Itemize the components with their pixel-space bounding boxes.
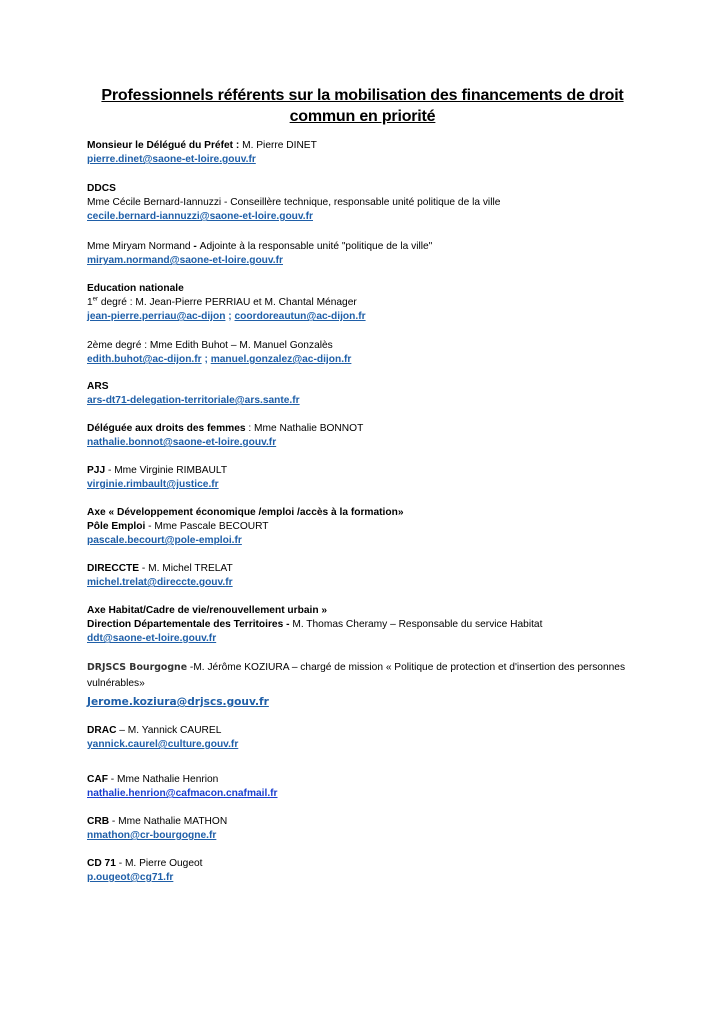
ddcs-contact-2-dash: - bbox=[190, 241, 200, 252]
degree-2-email-1-link[interactable]: edith.buhot@ac-dijon.fr bbox=[87, 354, 202, 365]
ars-block bbox=[87, 380, 300, 408]
drjscs-text-2: vulnérables» bbox=[87, 678, 145, 689]
prefet-block bbox=[87, 139, 317, 167]
crb-label: CRB bbox=[87, 816, 110, 827]
droits-femmes-name: : Mme Nathalie BONNOT bbox=[245, 423, 364, 434]
axe-habitat-block bbox=[87, 604, 542, 646]
pjj-label: PJJ bbox=[87, 465, 106, 476]
degree-1-number: 1 bbox=[87, 297, 93, 308]
droits-femmes-block bbox=[87, 422, 363, 450]
caf-block bbox=[87, 773, 278, 801]
pjj-name: - Mme Virginie RIMBAULT bbox=[105, 465, 228, 476]
ddcs-block bbox=[87, 182, 500, 224]
ars-heading: ARS bbox=[87, 381, 109, 392]
ddcs-heading: DDCS bbox=[87, 183, 116, 194]
degree-2-contacts: 2ème degré : Mme Edith Buhot – M. Manuel Gonzalès bbox=[87, 340, 333, 351]
ddcs-contact-2-role: Adjointe à la responsable unité "politique de la ville" bbox=[199, 241, 433, 252]
axe-emploi-heading: Axe « Développement économique /emploi /accès à la formation» bbox=[87, 507, 404, 518]
direccte-block bbox=[87, 562, 233, 590]
prefet-name: M. Pierre DINET bbox=[239, 140, 317, 151]
degree-1-email-2-link[interactable]: coordoreautun@ac-dijon.fr bbox=[234, 311, 366, 322]
droits-femmes-label: Déléguée aux droits des femmes bbox=[87, 423, 246, 434]
axe-emploi-block bbox=[87, 506, 403, 548]
degree-1-email-1-link[interactable]: jean-pierre.perriau@ac-dijon bbox=[87, 311, 226, 322]
caf-name: - Mme Nathalie Henrion bbox=[107, 774, 219, 785]
caf-label: CAF bbox=[87, 774, 108, 785]
crb-block bbox=[87, 815, 227, 843]
cd71-block bbox=[87, 857, 203, 885]
education-block bbox=[87, 282, 366, 324]
drjscs-email-link[interactable]: Jerome.koziura@drjscs.gouv.fr bbox=[87, 696, 269, 708]
ddt-email-link[interactable]: ddt@saone-et-loire.gouv.fr bbox=[87, 633, 217, 644]
drac-label: DRAC bbox=[87, 725, 117, 736]
page-title: Professionnels référents sur la mobilisation des financements de droit commun en priorité bbox=[101, 87, 624, 125]
ddcs-email-2-link[interactable]: miryam.normand@saone-et-loire.gouv.fr bbox=[87, 255, 283, 266]
ddcs-block-2 bbox=[87, 240, 432, 268]
prefet-email-link[interactable]: pierre.dinet@saone-et-loire.gouv.fr bbox=[87, 154, 256, 165]
direccte-label: DIRECCTE bbox=[87, 563, 140, 574]
drac-block bbox=[87, 724, 238, 752]
axe-habitat-heading: Axe Habitat/Cadre de vie/renouvellement urbain » bbox=[87, 605, 328, 616]
drjscs-label: DRJSCS Bourgogne bbox=[87, 662, 188, 673]
ddt-name: M. Thomas Cheramy – Responsable du service Habitat bbox=[289, 619, 543, 630]
drac-email-link[interactable]: yannick.caurel@culture.gouv.fr bbox=[87, 739, 239, 750]
pole-emploi-email-link[interactable]: pascale.becourt@pole-emploi.fr bbox=[87, 535, 242, 546]
ddcs-contact-1: Mme Cécile Bernard-Iannuzzi - Conseillère technique, responsable unité politique de la ville bbox=[87, 197, 501, 208]
ddt-label: Direction Départementale des Territoires - bbox=[87, 619, 290, 630]
cd71-email-link[interactable]: p.ougeot@cg71.fr bbox=[87, 872, 174, 883]
education-heading: Education nationale bbox=[87, 283, 184, 294]
drjscs-block bbox=[87, 660, 625, 711]
pole-emploi-name: - Mme Pascale BECOURT bbox=[145, 521, 269, 532]
ddcs-email-1-link[interactable]: cecile.bernard-iannuzzi@saone-et-loire.gouv.fr bbox=[87, 211, 313, 222]
direccte-name: - M. Michel TRELAT bbox=[139, 563, 233, 574]
cd71-label: CD 71 bbox=[87, 858, 116, 869]
drjscs-text-1: -M. Jérôme KOZIURA – chargé de mission « Politique de protection et d'insertion des personnes bbox=[187, 662, 626, 673]
degree-1-sup: er bbox=[92, 296, 99, 303]
pjj-block bbox=[87, 464, 227, 492]
cd71-name: - M. Pierre Ougeot bbox=[115, 858, 203, 869]
ddcs-contact-2-name: Mme Miryam Normand bbox=[87, 241, 191, 252]
prefet-label: Monsieur le Délégué du Préfet : bbox=[87, 140, 240, 151]
ars-email-link[interactable]: ars-dt71-delegation-territoriale@ars.sante.fr bbox=[87, 395, 300, 406]
droits-femmes-email-link[interactable]: nathalie.bonnot@saone-et-loire.gouv.fr bbox=[87, 437, 277, 448]
education-block-2 bbox=[87, 339, 351, 367]
degree-2-email-2-link[interactable]: manuel.gonzalez@ac-dijon.fr bbox=[210, 354, 352, 365]
degree-2-separator: ; bbox=[201, 354, 211, 365]
drac-name: – M. Yannick CAUREL bbox=[116, 725, 222, 736]
caf-email-link[interactable]: nathalie.henrion@cafmacon.cnafmail.fr bbox=[87, 788, 278, 799]
crb-email-link[interactable]: nmathon@cr-bourgogne.fr bbox=[87, 830, 217, 841]
crb-name: - Mme Nathalie MATHON bbox=[109, 816, 228, 827]
pjj-email-link[interactable]: virginie.rimbault@justice.fr bbox=[87, 479, 219, 490]
degree-1-separator: ; bbox=[225, 311, 235, 322]
pole-emploi-label: Pôle Emploi bbox=[87, 521, 146, 532]
direccte-email-link[interactable]: michel.trelat@direccte.gouv.fr bbox=[87, 577, 233, 588]
degree-1-contacts: degré : M. Jean-Pierre PERRIAU et M. Chantal Ménager bbox=[98, 297, 357, 308]
